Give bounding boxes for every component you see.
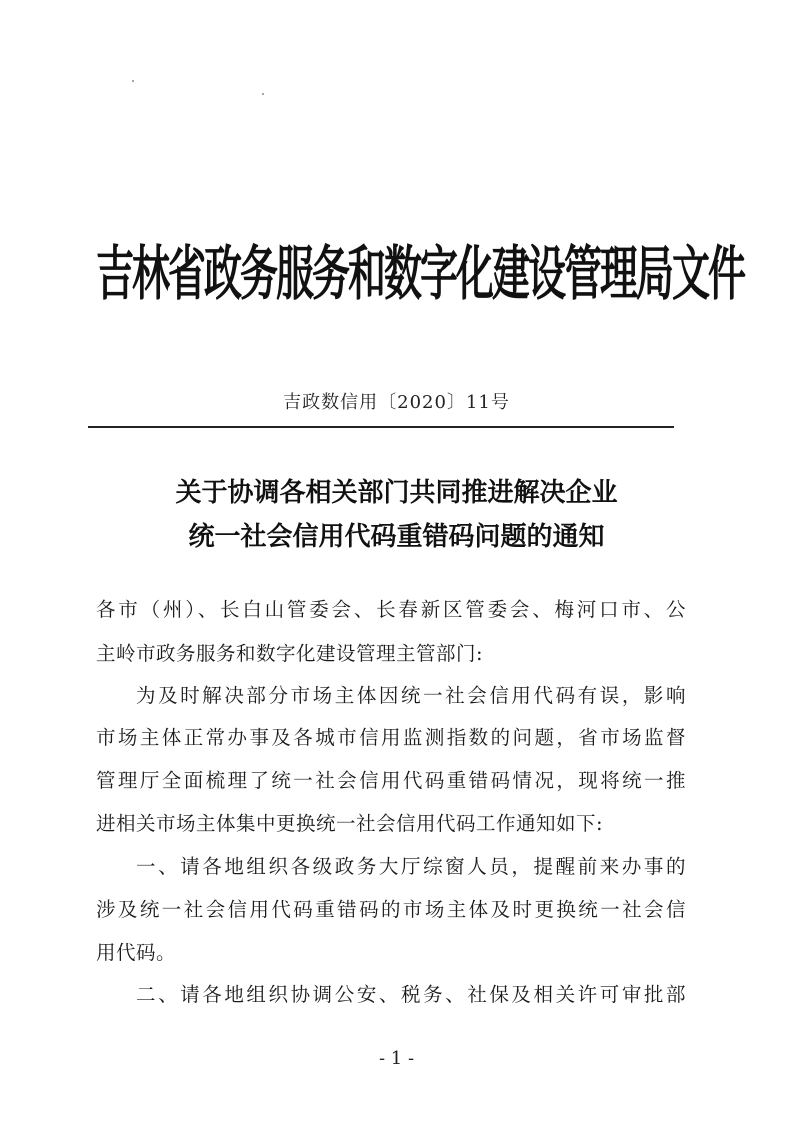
notice-title-line-2: 统一社会信用代码重错码问题的通知	[188, 522, 605, 552]
scan-speck	[132, 80, 134, 82]
body-line: 各市（州）、长白山管委会、长春新区管委会、梅河口市、公	[96, 598, 686, 621]
issuing-authority-header: 吉林省政务服务和数字化建设管理局文件	[96, 239, 745, 309]
notice-title-line-1: 关于协调各相关部门共同推进解决企业	[175, 478, 618, 508]
body-line: 进相关市场主体集中更换统一社会信用代码工作通知如下:	[96, 812, 604, 835]
body-line: 一、请各地组织各级政务大厅综窗人员，提醒前来办事的	[136, 855, 686, 878]
body-line: 涉及统一社会信用代码重错码的市场主体及时更换统一社会信	[96, 898, 686, 921]
scan-speck	[262, 93, 264, 95]
body-line: 为及时解决部分市场主体因统一社会信用代码有误，影响	[136, 684, 686, 707]
body-line: 市场主体正常办事及各城市信用监测指数的问题，省市场监督	[96, 726, 686, 749]
body-line: 二、请各地组织协调公安、税务、社保及相关许可审批部	[136, 983, 686, 1006]
document-number: 吉政数信用〔2020〕11号	[283, 392, 510, 413]
body-line: 用代码。	[96, 941, 177, 964]
header-divider	[88, 426, 674, 428]
body-line: 主岭市政务服务和数字化建设管理主管部门:	[96, 642, 484, 665]
page-number: - 1 -	[378, 1048, 415, 1069]
body-line: 管理厅全面梳理了统一社会信用代码重错码情况，现将统一推	[96, 769, 686, 792]
